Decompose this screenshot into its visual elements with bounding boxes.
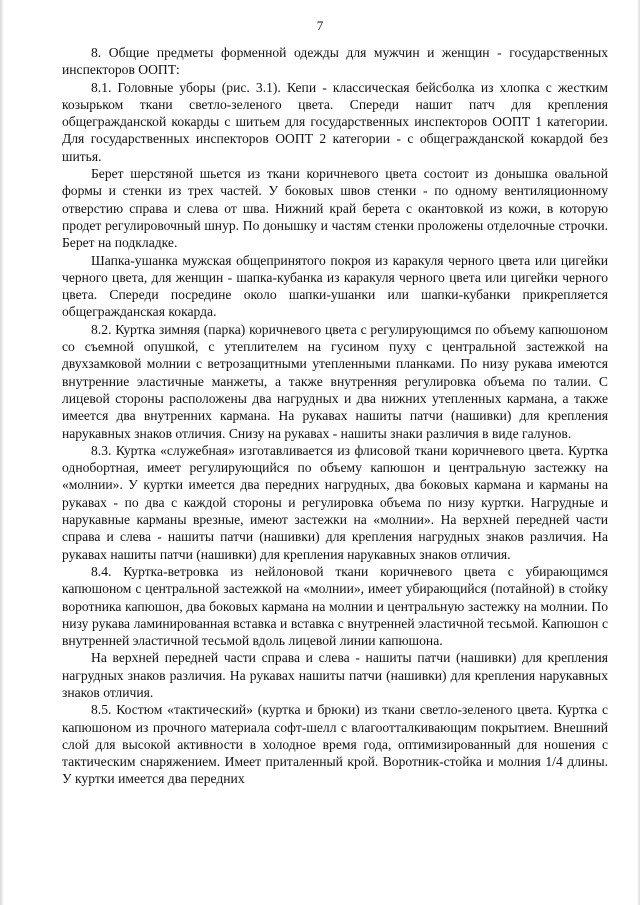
paragraph-section-8-heading: 8. Общие предметы форменной одежды для мужчин и женщин - государственных инспекторов ООПТ: xyxy=(62,45,608,78)
scan-edge-left xyxy=(0,0,4,905)
paragraph-ushanka: Шапка-ушанка мужская общепринятого покроя из каракуля черного цвета или цигейки черного цвета, для женщин - шапка-кубанка из каракуля черного цвета или цигейки черного цвета. Спереди посредине около шапки-ушанки или шапки-кубанки прикрепляется общегражданская кокарда. xyxy=(62,252,608,320)
paragraph-windbreaker-patches: На верхней передней части справа и слева - нашиты патчи (нашивки) для крепления нагрудных знаков различия. На рукавах нашиты патчи (нашивки) для крепления нарукавных знаков отличия. xyxy=(62,650,608,700)
paragraph-8-4-windbreaker: 8.4. Куртка-ветровка из нейлоновой ткани коричневого цвета с убирающимся капюшоном с центральной застежкой на «молнии», имеет убирающийся (потайной) в стойку воротника капюшон, два боковых кармана на молнии и центральную застежку на молнии. По низу рукава ламинированная вставка и вставка с внутренней эластичной тесьмой. Капюшон с внутренней эластичной тесьмой вдоль лицевой линии капюшона. xyxy=(62,563,608,649)
paragraph-8-2-winter-jacket: 8.2. Куртка зимняя (парка) коричневого цвета с регулирующимся по объему капюшоном со съемной опушкой, с утеплителем на гусином пуху с центральной застежкой на двухзамковой молнии с ветрозащитными утепленными планками. По низу рукава имеются внутренние эластичные манжеты, а также внутренняя регулировка объема по талии. С лицевой стороны расположены два нагрудных и два нижних утепленных кармана, а также имеется два внутренних кармана. На рукавах нашиты патчи (нашивки) для крепления нарукавных знаков отличия. Снизу на рукавах - нашиты знаки различия в виде галунов. xyxy=(62,321,608,441)
paragraph-8-5-tactical-suit: 8.5. Костюм «тактический» (куртка и брюки) из ткани светло-зеленого цвета. Куртка с капюшоном из прочного материала софт-шелл с влагоотталкивающим покрытием. Внешний слой для высокой активности в холодное время года, оптимизированный для ношения с тактическим снаряжением. Имеет приталенный крой. Воротник-стойка и молния 1/4 длины. У куртки имеется два передних xyxy=(62,702,608,787)
page-number: 7 xyxy=(316,18,324,33)
paragraph-8-3-service-jacket: 8.3. Куртка «служебная» изготавливается из флисовой ткани коричневого цвета. Куртка однобортная, имеет регулирующийся по объему капюшон и центральную застежку на «молнии». У куртки имеется два передних нагрудных, два боковых кармана и карманы на рукавах - по два с каждой стороны и регулировка объема по низу куртки. Нагрудные и нарукавные карманы врезные, имеют застежки на «молнии». На верхней передней части справа и слева - нашиты патчи (нашивки) для крепления нагрудных знаков различия. На рукавах нашиты патчи (нашивки) для крепления нарукавных знаков отличия. xyxy=(62,442,608,562)
paragraph-beret: Берет шерстяной шьется из ткани коричневого цвета состоит из донышка овальной формы и стенки из трех частей. У боковых швов стенки - по одному вентиляционному отверстию справа и слева от шва. Нижний край берета с окантовкой из кожи, в которую продет регулировочный шнур. По донышку и частям стенки проложены отделочные строчки. Берет на подкладке. xyxy=(62,166,608,251)
paragraph-8-1-headwear: 8.1. Головные уборы (рис. 3.1). Кепи - классическая бейсболка из хлопка с жестким козырьком ткани светло-зеленого цвета. Спереди нашит патч для крепления общегражданской кокарды с шитьем для государственных инспекторов ООПТ 1 категории. Для государственных инспекторов ООПТ 2 категории - с общегражданской кокардой без шитья. xyxy=(62,79,608,164)
document-body xyxy=(62,44,608,788)
